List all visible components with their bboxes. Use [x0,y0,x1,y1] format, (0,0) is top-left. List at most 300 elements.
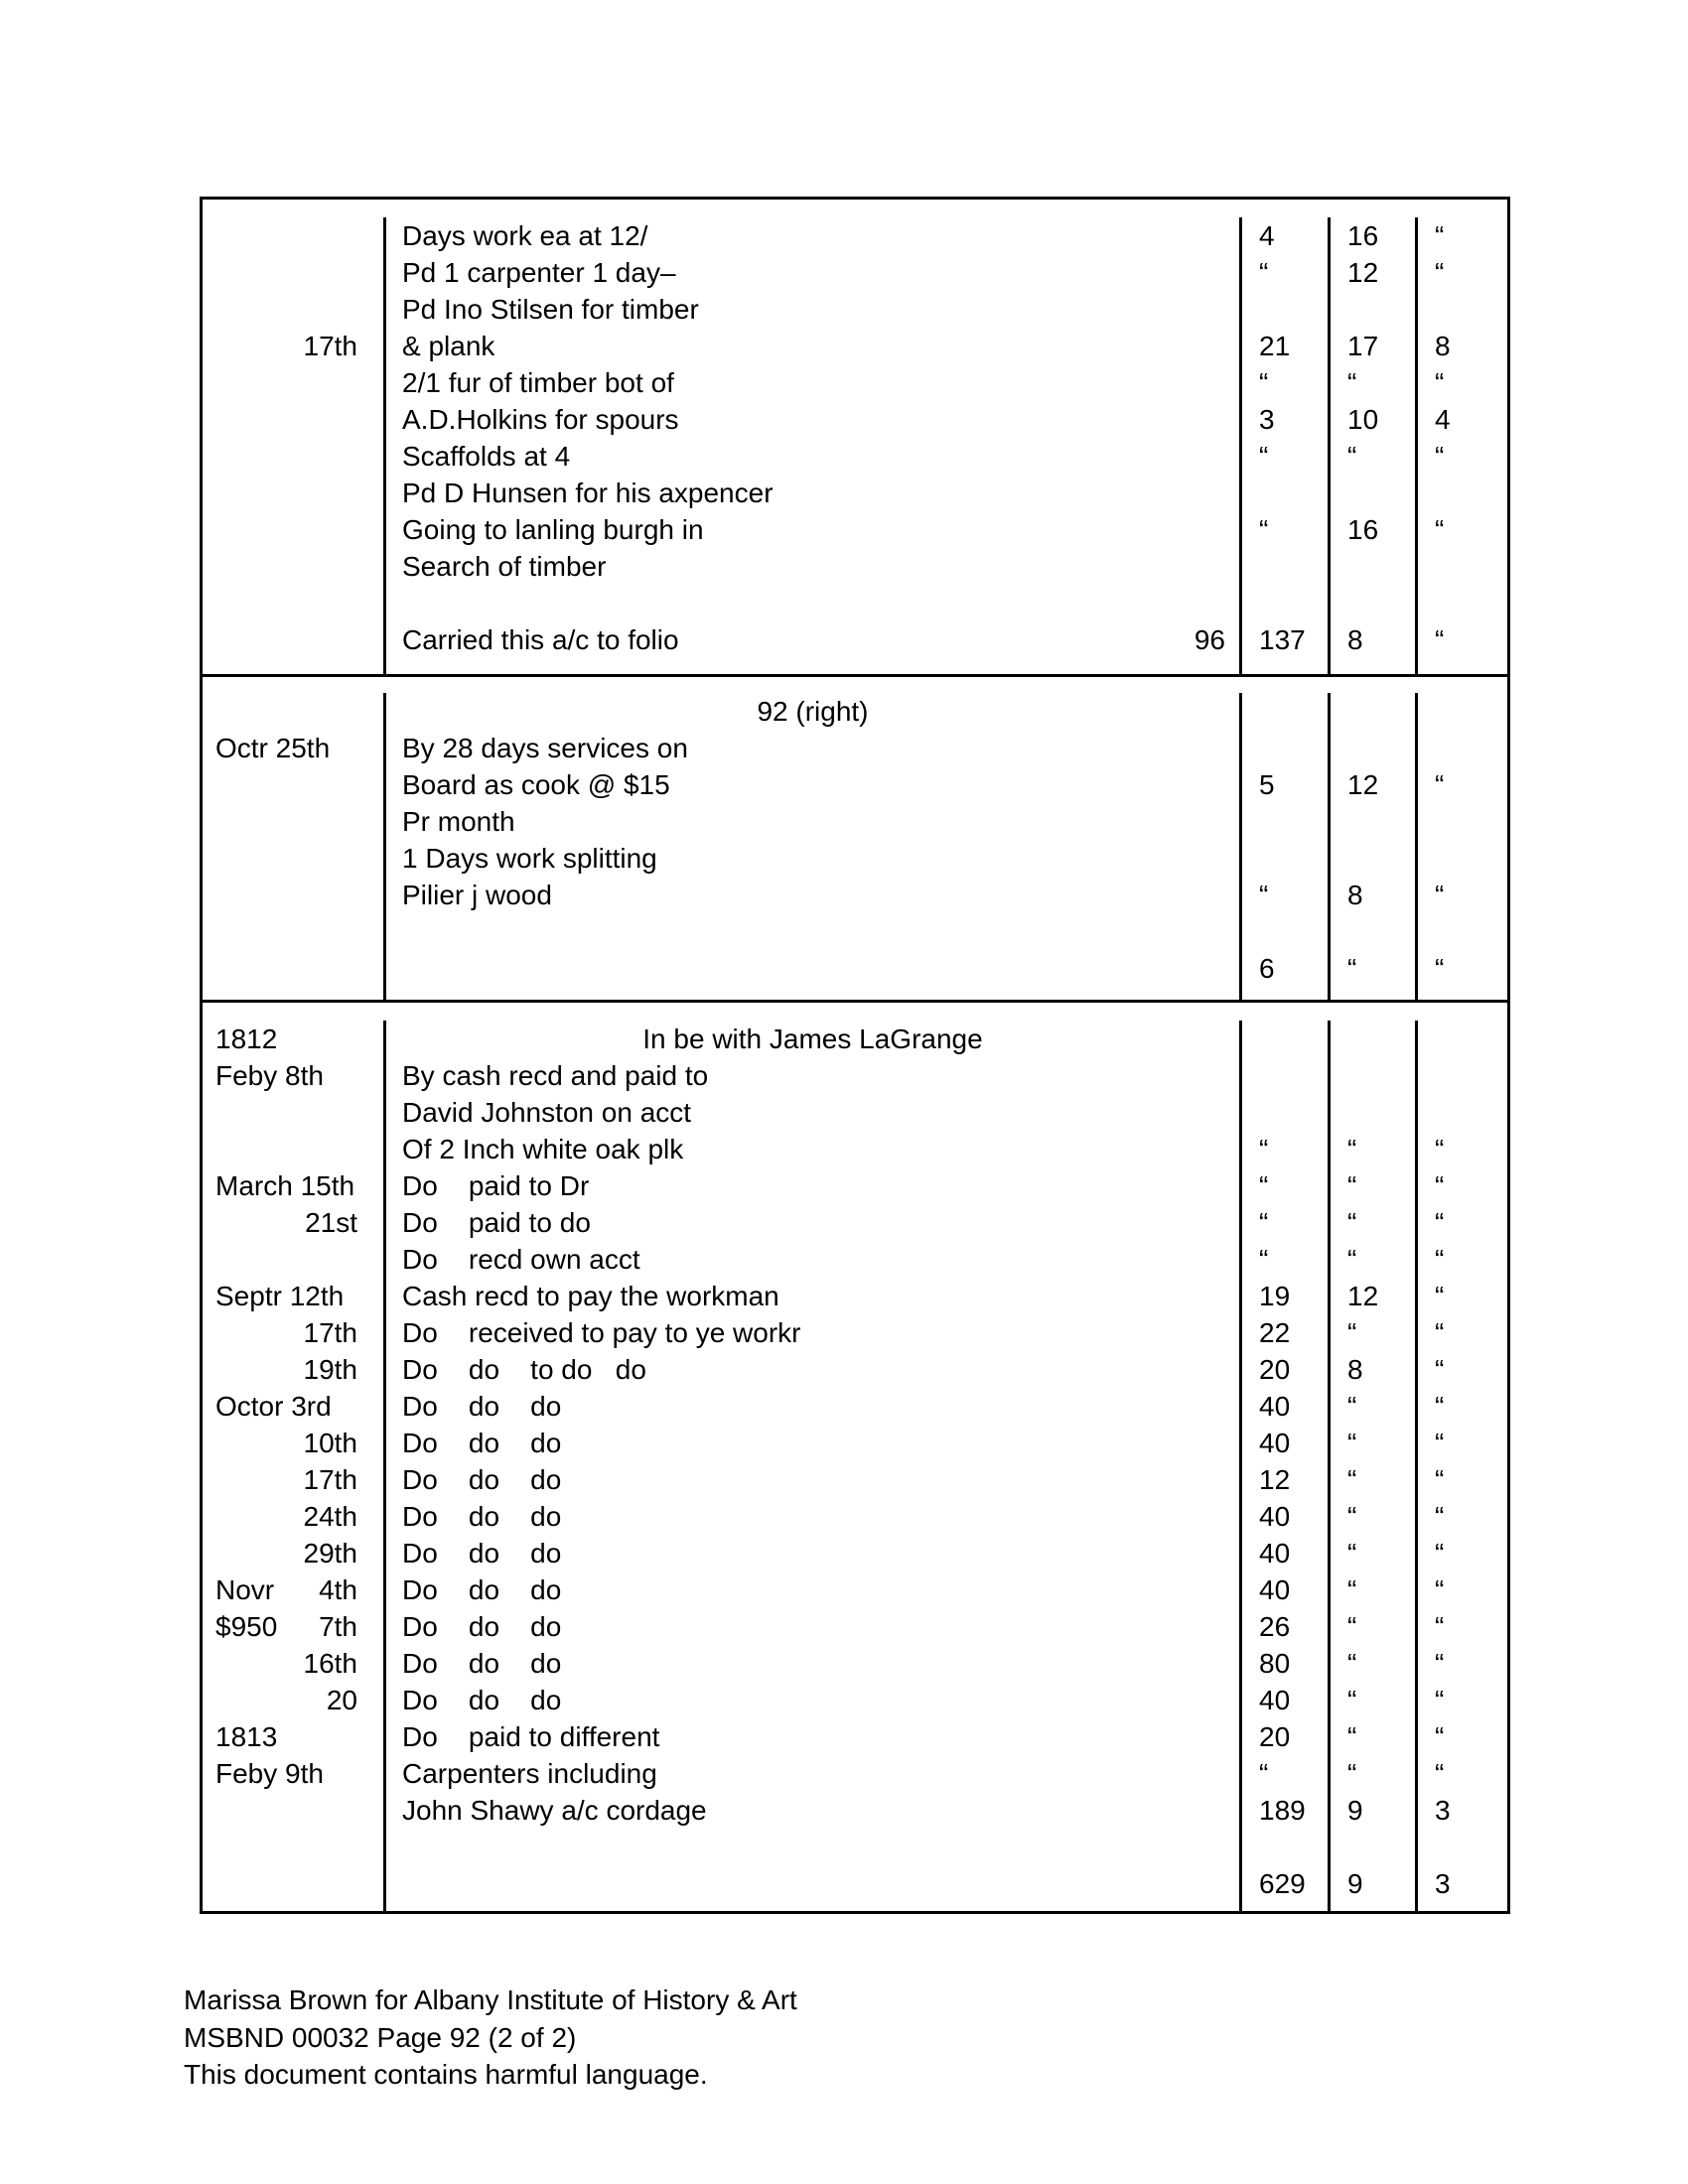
table-row-amount [1331,1718,1415,1755]
table-row-amount [1418,254,1507,291]
amount-text: “ [1435,1574,1445,1605]
amount-text: 21 [1259,331,1291,361]
amount-text: 40 [1259,1685,1291,1715]
amount-text: “ [1347,1464,1357,1495]
description-text: Scaffolds at 4 [402,441,571,472]
amount-text: 137 [1259,624,1306,655]
table-row-date [203,1057,383,1094]
date-text: $950 [215,1611,278,1642]
table-row-amount [1418,1718,1507,1755]
amount-text: 80 [1259,1648,1291,1679]
table-row-date [203,1425,383,1461]
table-row-amount [1331,1057,1415,1094]
table-row-amount [1242,1204,1328,1241]
table-row-amount [1331,1204,1415,1241]
table-row-amount [1418,1682,1507,1718]
amount-text: 17 [1347,331,1379,361]
table-row-date [203,1278,383,1314]
amount-text: “ [1435,1281,1445,1311]
table-row-amount [1331,438,1415,475]
description-text: Pilier j wood [402,880,552,910]
table-row-amount [1242,1608,1328,1645]
date-text: Feby 8th [215,1060,324,1091]
table-row-amount [1418,1571,1507,1608]
amount-text: “ [1435,953,1445,984]
amount-text: 40 [1259,1501,1291,1532]
page-footer [184,1981,797,2094]
table-row-description [386,1167,1239,1204]
table-row-amount [1418,438,1507,475]
table-row-description [386,877,1239,913]
table-row-amount [1331,1314,1415,1351]
table-row-amount [1418,1388,1507,1425]
description-text: Pd Ino Stilsen for timber [402,294,699,325]
date-day-text: 10th [303,1428,357,1458]
date-text: Septr 12th [215,1281,345,1311]
table-row-date [203,1535,383,1571]
table-row-date [203,877,383,913]
date-text: March 15th [215,1170,355,1201]
table-row-date [203,511,383,548]
amount-text: “ [1347,1758,1357,1789]
amount-text: “ [1435,220,1445,251]
table-row-amount [1418,766,1507,803]
table-row-description [386,1571,1239,1608]
amount-text: “ [1435,1207,1445,1238]
table-row-date [203,1755,383,1792]
date-day-text: 24th [303,1501,357,1532]
amount-text: 26 [1259,1611,1291,1642]
table-row-date [203,1241,383,1278]
description-text: Carried this a/c to folio [402,624,679,655]
table-row-amount [1418,877,1507,913]
date-column [203,1021,386,1911]
amount-text: 16 [1347,220,1379,251]
amount-text: 12 [1347,769,1379,800]
amount-text: “ [1259,1244,1269,1275]
table-row-date [203,217,383,254]
table-row-amount [1331,1461,1415,1498]
table-row-amount [1418,840,1507,877]
amount-text: 12 [1347,257,1379,288]
table-row-amount [1418,475,1507,511]
table-row-description [386,511,1239,548]
table-row-amount [1331,1829,1415,1865]
table-row-description [386,548,1239,585]
amount-text: “ [1435,441,1445,472]
table-row-description [386,913,1239,950]
date-day-text: 20 [326,1685,357,1715]
table-row-amount [1418,1057,1507,1094]
table-row-date [203,693,383,730]
amount-text: “ [1435,1611,1445,1642]
table-row-amount [1331,950,1415,987]
amount-text: 8 [1347,1354,1363,1385]
amount-text: “ [1259,257,1269,288]
amount-text: “ [1347,1611,1357,1642]
table-row-amount [1418,1865,1507,1902]
table-row-amount [1242,730,1328,766]
description-text: Do do to do do [402,1354,646,1385]
amount-text: 4 [1259,220,1275,251]
table-row-amount [1242,1498,1328,1535]
table-row-amount [1331,254,1415,291]
table-row-amount [1331,401,1415,438]
table-row-description [386,1865,1239,1902]
description-text: Do recd own acct [402,1244,640,1275]
description-text: Days work ea at 12/ [402,220,648,251]
amount-text: “ [1435,1244,1445,1275]
ledger-section-3 [203,1003,1507,1911]
table-row-amount [1242,1021,1328,1057]
table-row-amount [1331,291,1415,328]
amount-text: “ [1435,624,1445,655]
table-row-date [203,1571,383,1608]
table-row-amount [1242,877,1328,913]
table-row-description [386,621,1239,658]
table-row-amount [1418,511,1507,548]
table-row-date [203,950,383,987]
table-row-amount [1418,1608,1507,1645]
table-row-date [203,475,383,511]
table-row-amount [1331,1571,1415,1608]
amount-text: “ [1259,1758,1269,1789]
table-row-date [203,913,383,950]
amount-text: 10 [1347,404,1379,435]
amount-column-3 [1418,217,1507,674]
table-row-description [386,1094,1239,1131]
amount-text: 12 [1347,1281,1379,1311]
amount-text: 8 [1347,880,1363,910]
date-text: Octor 3rd [215,1391,332,1422]
description-text: Do paid to different [402,1721,660,1752]
description-text: Do do do [402,1464,562,1495]
table-row-amount [1331,1351,1415,1388]
table-row-description [386,1388,1239,1425]
description-text: Pd D Hunsen for his axpencer [402,478,774,508]
table-row-amount [1418,1535,1507,1571]
amount-text: 16 [1347,514,1379,545]
table-row-amount [1331,1792,1415,1829]
table-row-amount [1242,1094,1328,1131]
amount-text: “ [1259,367,1269,398]
table-row-date [203,840,383,877]
amount-text: “ [1347,1538,1357,1569]
table-row-description [386,585,1239,621]
date-day-text: 16th [303,1648,357,1679]
table-row-date [203,1829,383,1865]
table-row-amount [1242,693,1328,730]
amount-text: “ [1259,1134,1269,1164]
table-row-date [203,1865,383,1902]
table-row-amount [1242,364,1328,401]
description-column [386,1021,1242,1911]
table-row-amount [1418,803,1507,840]
amount-text: “ [1347,1648,1357,1679]
folio-ref: 96 [1194,624,1225,655]
table-row-description [386,1792,1239,1829]
date-day-text: 19th [303,1354,357,1385]
description-text: A.D.Holkins for spours [402,404,679,435]
amount-text: “ [1347,1721,1357,1752]
amount-text: “ [1259,514,1269,545]
amount-text: “ [1347,1207,1357,1238]
table-row-description [386,1461,1239,1498]
amount-text: “ [1435,1317,1445,1348]
table-row-amount [1418,1167,1507,1204]
table-row-amount [1242,1865,1328,1902]
amount-text: “ [1435,1354,1445,1385]
amount-text: 8 [1435,331,1451,361]
table-row-date [203,1682,383,1718]
table-row-amount [1331,585,1415,621]
table-row-description [386,1608,1239,1645]
table-row-description [386,693,1239,730]
description-text: Do do do [402,1501,562,1532]
table-row-amount [1242,254,1328,291]
description-text: John Shawy a/c cordage [402,1795,707,1826]
table-row-amount [1331,217,1415,254]
date-day-text: 17th [303,331,357,361]
table-row-date [203,1718,383,1755]
table-row-amount [1331,548,1415,585]
amount-text: “ [1435,367,1445,398]
table-row-description [386,1241,1239,1278]
table-row-amount [1418,1241,1507,1278]
document-id-line: MSBND 00032 Page 92 (2 of 2) [184,2021,577,2053]
amount-text: “ [1347,953,1357,984]
amount-text: 3 [1435,1868,1451,1899]
table-row-amount [1418,1461,1507,1498]
table-row-amount [1242,621,1328,658]
amount-text: “ [1435,1170,1445,1201]
table-row-description [386,1718,1239,1755]
table-row-date [203,291,383,328]
ledger-section-2 [203,677,1507,1003]
amount-text: “ [1435,1134,1445,1164]
description-text: Do received to pay to ye workr [402,1317,801,1348]
amount-text: “ [1347,1428,1357,1458]
amount-text: “ [1347,1391,1357,1422]
table-row-date [203,1608,383,1645]
table-row-description [386,1204,1239,1241]
amount-text: “ [1435,1538,1445,1569]
table-row-amount [1418,730,1507,766]
amount-text: 6 [1259,953,1275,984]
table-row-description [386,1645,1239,1682]
table-row-amount [1331,1682,1415,1718]
table-row-amount [1331,1131,1415,1167]
date-text: Octr 25th [215,733,331,763]
amount-text: 20 [1259,1721,1291,1752]
date-column [203,217,386,674]
table-row-amount [1331,511,1415,548]
table-row-description [386,1498,1239,1535]
amount-text: 12 [1259,1464,1291,1495]
amount-text: “ [1435,1758,1445,1789]
amount-column-3 [1418,693,1507,1000]
table-row-amount [1242,913,1328,950]
table-row-date [203,254,383,291]
description-text: Board as cook @ $15 [402,769,670,800]
table-row-amount [1242,291,1328,328]
table-row-amount [1242,217,1328,254]
table-row-date [203,438,383,475]
table-row-amount [1242,401,1328,438]
date-text: 1813 [215,1721,278,1752]
description-text: By cash recd and paid to [402,1060,709,1091]
amount-text: 22 [1259,1317,1291,1348]
table-row-amount [1418,548,1507,585]
table-row-description [386,1755,1239,1792]
table-row-date [203,1314,383,1351]
table-row-date [203,1351,383,1388]
description-text: Carpenters including [402,1758,657,1789]
amount-text: 40 [1259,1391,1291,1422]
table-row-description [386,803,1239,840]
table-row-amount [1242,511,1328,548]
table-row-amount [1242,950,1328,987]
amount-text: 629 [1259,1868,1306,1899]
table-row-description [386,291,1239,328]
description-text: Do do do [402,1428,562,1458]
amount-text: “ [1347,1170,1357,1201]
table-row-date [203,1645,383,1682]
table-row-description [386,328,1239,364]
table-row-amount [1242,548,1328,585]
table-row-amount [1418,1314,1507,1351]
date-text: 1812 [215,1024,278,1054]
date-day-text: 29th [303,1538,357,1569]
table-row-date [203,766,383,803]
amount-text: “ [1435,1428,1445,1458]
table-row-amount [1331,1425,1415,1461]
table-row-description [386,1351,1239,1388]
amount-text: “ [1347,1244,1357,1275]
date-column [203,693,386,1000]
table-row-amount [1331,1241,1415,1278]
table-row-amount [1331,693,1415,730]
amount-text: “ [1435,1391,1445,1422]
table-row-date [203,1498,383,1535]
amount-text: “ [1435,1721,1445,1752]
table-row-amount [1242,1057,1328,1094]
table-row-date [203,328,383,364]
description-text: Do do do [402,1685,562,1715]
table-row-description [386,1021,1239,1057]
amount-text: “ [1347,1317,1357,1348]
content-warning-line: This document contains harmful language. [184,2059,708,2090]
table-row-description [386,1682,1239,1718]
table-row-amount [1331,364,1415,401]
table-row-amount [1418,1021,1507,1057]
table-row-amount [1242,1388,1328,1425]
table-row-amount [1331,877,1415,913]
table-row-amount [1331,621,1415,658]
description-text: Of 2 Inch white oak plk [402,1134,684,1164]
table-row-date [203,1204,383,1241]
table-row-amount [1418,585,1507,621]
table-row-date [203,1021,383,1057]
section-header-text: In be with James LaGrange [642,1024,983,1054]
table-row-amount [1242,1645,1328,1682]
table-row-description [386,1535,1239,1571]
amount-text: 4 [1435,404,1451,435]
table-row-description [386,1057,1239,1094]
amount-column-3 [1418,1021,1507,1911]
table-row-amount [1418,1498,1507,1535]
table-row-amount [1418,1425,1507,1461]
amount-text: 189 [1259,1795,1306,1826]
amount-text: “ [1259,441,1269,472]
table-row-amount [1242,1351,1328,1388]
amount-text: “ [1435,514,1445,545]
description-text: By 28 days services on [402,733,688,763]
table-row-amount [1418,1278,1507,1314]
table-row-date [203,730,383,766]
amount-text: 3 [1435,1795,1451,1826]
description-text: Cash recd to pay the workman [402,1281,779,1311]
table-row-description [386,950,1239,987]
table-row-description [386,217,1239,254]
table-row-date [203,1388,383,1425]
table-row-date [203,1131,383,1167]
table-row-description [386,766,1239,803]
amount-text: “ [1259,1207,1269,1238]
description-text: Do do do [402,1611,562,1642]
description-text: 1 Days work splitting [402,843,657,874]
table-row-amount [1242,1425,1328,1461]
table-row-amount [1331,1608,1415,1645]
table-row-amount [1331,840,1415,877]
table-row-amount [1242,1278,1328,1314]
table-row-date [203,585,383,621]
table-row-amount [1331,1278,1415,1314]
amount-column-2 [1331,1021,1418,1911]
description-column [386,693,1242,1000]
table-row-amount [1418,364,1507,401]
table-row-amount [1331,1865,1415,1902]
description-text: Search of timber [402,551,607,582]
amount-text: 5 [1259,769,1275,800]
amount-text: 20 [1259,1354,1291,1385]
date-day-text: 21st [305,1207,357,1238]
table-row-amount [1331,730,1415,766]
table-row-amount [1418,950,1507,987]
table-row-amount [1418,1755,1507,1792]
table-row-date [203,364,383,401]
table-row-amount [1418,401,1507,438]
table-row-description [386,254,1239,291]
table-row-amount [1331,766,1415,803]
date-day-text: 17th [303,1317,357,1348]
table-row-description [386,1314,1239,1351]
table-row-description [386,401,1239,438]
table-row-amount [1331,1645,1415,1682]
table-row-amount [1242,585,1328,621]
description-text: Do do do [402,1648,562,1679]
table-row-amount [1242,1829,1328,1865]
table-row-date [203,401,383,438]
amount-text: “ [1347,367,1357,398]
table-row-amount [1242,1241,1328,1278]
amount-column-1 [1242,217,1331,674]
table-row-amount [1418,913,1507,950]
table-row-amount [1242,766,1328,803]
description-text: Going to lanling burgh in [402,514,704,545]
table-row-amount [1242,328,1328,364]
table-row-date [203,548,383,585]
